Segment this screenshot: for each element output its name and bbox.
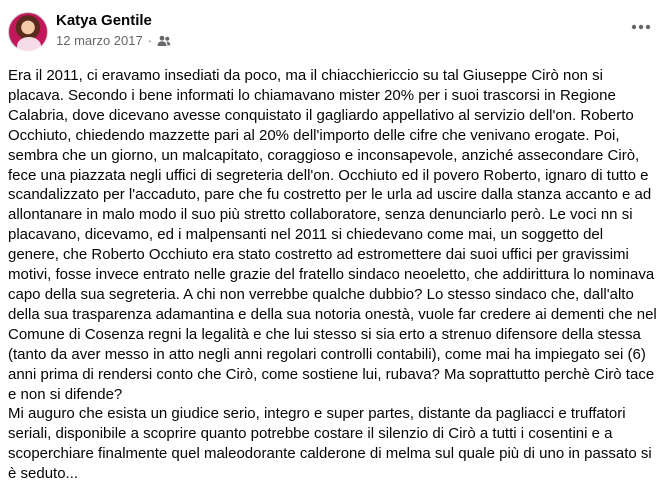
author-name[interactable]: Katya Gentile xyxy=(56,12,152,29)
post-date[interactable]: 12 marzo 2017 xyxy=(56,33,143,48)
post-header xyxy=(8,8,655,64)
post-body xyxy=(8,66,658,484)
post-paragraph-1: Era il 2011, ci eravamo insediati da poco, ma il chiacchiericcio su tal Giuseppe Cirò non si placava. Secondo i bene informati lo chiamavano mister 20% per i suoi trascorsi in Regione Calabria, dove dicevano avesse conquistato il gagliardo appellativo al servizio dell'on. Roberto Occhiuto, chiedendo mazzette pari al 20% dell'importo delle cifre che venivano erogate. Poi, sembra che un giorno, un malcapitato, coraggioso e inconsapevole, anziché assecondare Cirò, fece una piazzata negli uffici di segreteria dell'on. Occhiuto ed il povero Roberto, ignaro di tutto e scandalizzato per l'accaduto, pare che fu costretto per le urla ad uscire dalla stanza accanto e ad allontanare in malo modo il suo più stretto collaboratore, senza denunciarlo però. Le voci nn si placavano, dicevamo, ed i malpensanti nel 2011 si chiedevano come mai, un soggetto del genere, che Roberto Occhiuto era stato costretto ad estromettere dai suoi uffici per gravissimi motivi, fosse invece entrato nelle grazie del fratello sindaco neoeletto, che addirittura lo nominava capo della sua segreteria. A chi non verrebbe qualche dubbio? Lo stesso sindaco che, dall'alto della sua trasparenza adamantina e della sua notoria onestà, vuole far credere ai dementi che nel Comune di Cosenza regni la legalità e che lui stesso si sia erto a strenuo difensore della stessa (tanto da aver messo in atto negli anni regolari controlli contabili), come mai ha impiegato sei (6) anni prima di rendersi conto che Cirò, come sostiene lui, rubava? Ma soprattutto perchè Cirò tace e non si difende? xyxy=(8,67,657,403)
friends-icon[interactable] xyxy=(157,35,171,47)
post-paragraph-2: Mi auguro che esista un giudice serio, integro e super partes, distante da pagliacci e truffatori seriali, disponibile a scoprire quanto potrebbe costare il silenzio di Cirò a tutti i cosentini e a scoperchiare finalmente quel maleodorante calderone di melma sul quale più di uno in passato si è seduto... xyxy=(8,405,652,483)
post-meta xyxy=(56,11,171,50)
more-options-button[interactable] xyxy=(627,16,655,36)
separator-dot: · xyxy=(147,33,153,48)
author-avatar[interactable] xyxy=(8,12,48,52)
more-options-icon xyxy=(631,17,651,35)
post-subline xyxy=(56,32,171,50)
